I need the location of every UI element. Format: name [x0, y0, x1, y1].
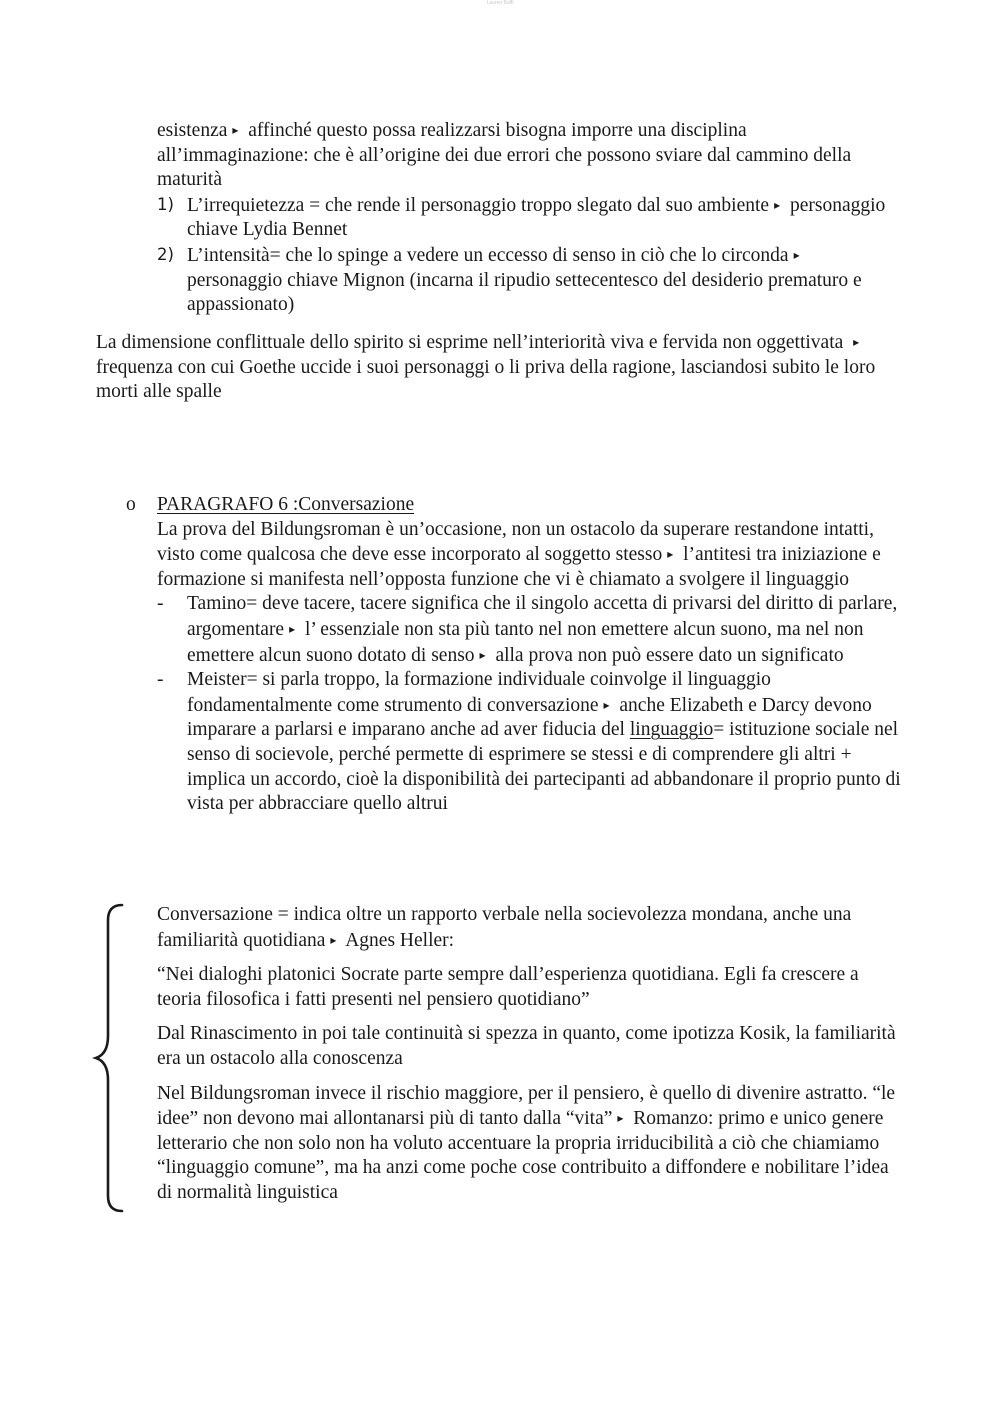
arrow-right-icon: ▸: [232, 123, 239, 137]
list-item: - Tamino= deve tacere, tacere significa che il singolo accetta di privarsi del diritto di parlare, argomentare ▸ l’ essenziale non sta più tanto nel non emettere alcun suono, ma nel non emettere alcun suono dotato di senso ▸ alla prova non può essere dato un significato: [157, 593, 898, 666]
left-curly-brace-icon: [92, 902, 128, 1214]
arrow-right-icon: ▸: [774, 197, 781, 212]
bracket-paragraph: Nel Bildungsroman invece il rischio maggiore, per il pensiero, è quello di divenire astratto. “le idee” non devono mai allontanarsi più di tanto dalla “vita” ▸ Romanzo: primo e unico genere letterario che non solo non ha voluto accentuare la propria irriducibilità a ciò che chiamiamo “linguaggio comune”, ma ha anzi come poche cose contribuito a diffondere e nobilitare l’idea di normalità linguistica: [157, 1082, 896, 1203]
bracket-block: [157, 903, 907, 1206]
arrow-right-icon: ▸: [289, 621, 296, 636]
arrow-right-icon: ▸: [667, 547, 674, 562]
arrow-right-icon: ▸: [793, 247, 800, 262]
top-block: [157, 118, 897, 318]
watermark: Lauren Buffi: [486, 0, 514, 6]
list-item: - Meister= si parla troppo, la formazione individuale coinvolge il linguaggio fondamentalmente come strumento di conversazione ▸ anche Elizabeth e Darcy devono imparare a parlarsi e imparano anche ad aver fiducia del linguaggio= istituzione sociale nel senso di socievole, perché permette di esprimere se stessi e di comprendere gli altri + implica un accordo, cioè la disponibilità dei partecipanti ad abbandonare il proprio punto di vista per abbracciare quello altrui: [157, 669, 901, 815]
arrow-right-icon: ▸: [603, 697, 610, 712]
arrow-right-icon: ▸: [330, 932, 337, 947]
section-intro: La prova del Bildungsroman è un’occasione, non un ostacolo da superare restandone intatti, visto come qualcosa che deve esse incorporato al soggetto stesso ▸ l’antitesi tra iniziazione e formazione si manifesta nell’opposta funzione che vi è chiamato a svolgere il linguaggio: [157, 518, 881, 590]
section-block: [157, 493, 907, 817]
arrow-right-icon: ▸: [853, 335, 860, 349]
section-heading: PARAGRAFO 6 :Conversazione: [157, 494, 415, 515]
arrow-right-icon: ▸: [617, 1111, 624, 1126]
intro-paragraph: esistenza ▸ affinché questo possa realizzarsi bisogna imporre una disciplina all’immaginazione: che è all’origine dei due errori che possono sviare dal cammino della maturità: [157, 120, 852, 191]
list-item: 2) L’intensità= che lo spinge a vedere un eccesso di senso in ciò che lo circonda ▸ personaggio chiave Mignon (incarna il ripudio settecentesco del desiderio prematuro e appassionato): [157, 244, 862, 316]
arrow-right-icon: ▸: [479, 647, 486, 662]
conflict-paragraph: La dimensione conflittuale dello spirito si esprime nell’interiorità viva e fervida non oggettivata ▸ frequenza con cui Goethe uccide i suoi personaggi o li priva della ragione, lasciandosi subito le loro morti alle spalle: [96, 332, 876, 403]
list-item: 1) L’irrequietezza = che rende il personaggio troppo slegato dal suo ambiente ▸ personaggio chiave Lydia Bennet: [157, 194, 886, 241]
bracket-quote: “Nei dialoghi platonici Socrate parte sempre dall’esperienza quotidiana. Egli fa crescere a teoria filosofica i fatti presenti nel pensiero quotidiano”: [157, 964, 859, 1010]
section-bullet: o: [126, 494, 136, 515]
bracket-paragraph: Dal Rinascimento in poi tale continuità si spezza in quanto, come ipotizza Kosik, la familiarità era un ostacolo alla conoscenza: [157, 1023, 896, 1069]
bracket-paragraph: Conversazione = indica oltre un rapporto verbale nella socievolezza mondana, anche una familiarità quotidiana ▸ Agnes Heller:: [157, 904, 852, 951]
